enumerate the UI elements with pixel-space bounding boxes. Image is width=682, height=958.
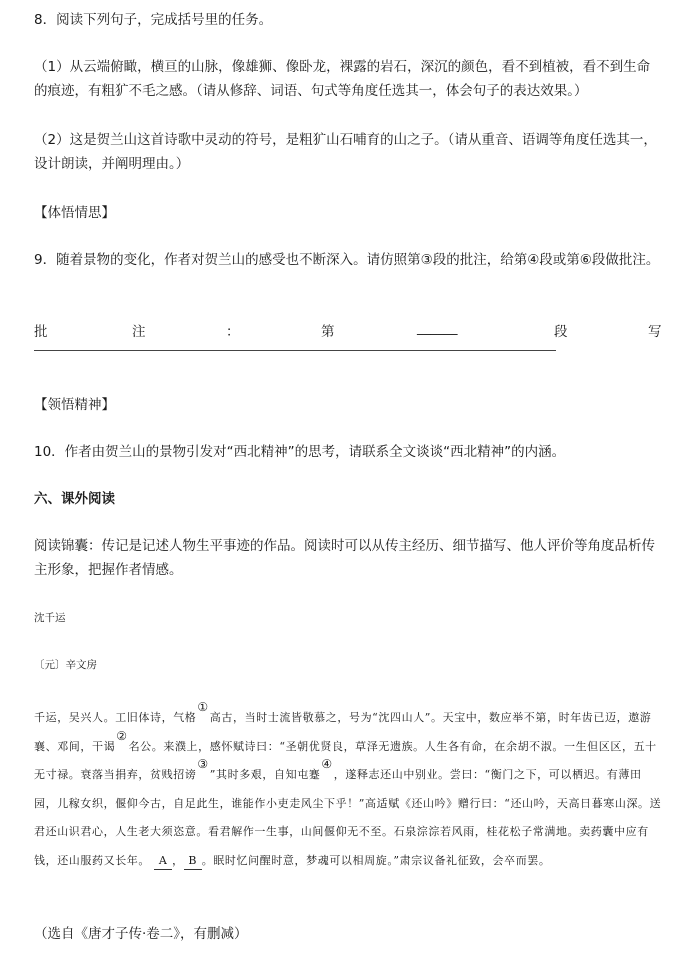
passage-title: 沈千运 [34, 612, 66, 624]
q8-part1: （1）从云端俯瞰，横亘的山脉，像雄狮、像卧龙，裸露的岩石，深沉的颜色，看不到植被，看不到生命的痕迹，有粗犷不毛之感。（请从修辞、词语、句式等角度任选其一，体会句子的表达效果。） [34, 59, 651, 99]
passage-author: 〔元〕辛文房 [34, 659, 97, 671]
answer-line[interactable] [34, 350, 556, 351]
q8-title: 8．阅读下列句子，完成括号里的任务。 [34, 12, 273, 28]
footnote-4: ④ [321, 757, 333, 771]
q9-text: 9．随着景物的变化，作者对贺兰山的感受也不断深入。请仿照第③段的批注，给第④段或第⑥段做批注。 [34, 252, 660, 268]
anno-char-2: 注 [132, 324, 146, 340]
source-note: （选自《唐才子传·卷二》，有删减） [34, 926, 248, 942]
passage-body: 千运，吴兴人。工旧体诗，气格①高古，当时士流皆敬慕之，号为“沈四山人”。天宝中，数应举不第，时年齿已迈，遨游襄、邓间，干谒②名公。来濮上，感怀赋诗曰：“圣朝优贤良，草泽无遗族。人生各有命，在余胡不淑。一生但区区，五十无寸禄。衰落当捐弃，贫贱招谤③”其时多艰，自知屯蹇④，遂释志还山中别业。尝曰：“衡门之下，可以栖迟。有薄田园，儿稼女织，偃仰今古，自足此生，谁能作小吏走风尘下乎！”高适赋《还山吟》赠行曰：“还山吟，天高日暮寒山深。送君还山识君心，人生老大须恣意。看君解作一生事，山间偃仰无不至。石泉淙淙若风雨，桂花松子常满地。卖药囊中应有钱，还山服药又长年。 A ， B 。眠时忆问醒时意，梦魂可以相周旋。”肃宗议备礼征致，会卒而罢。 [34, 704, 662, 875]
anno-char-3: ： [226, 324, 240, 340]
anno-blank[interactable]: ______ [417, 320, 458, 336]
q8-part2: （2）这是贺兰山这首诗歌中灵动的符号，是粗犷山石哺育的山之子。（请从重音、语调等角度任选其一，设计朗读，并阐明理由。） [34, 132, 657, 172]
reading-guide: 阅读锦囊：传记是记述人物生平事迹的作品。阅读时可以从传主经历、细节描写、他人评价等角度品析传主形象，把握作者情感。 [34, 538, 655, 578]
q10-text: 10．作者由贺兰山的景物引发对“西北精神”的思考，请联系全文谈谈“西北精神”的内涵。 [34, 444, 566, 460]
anno-char-5: 段 [554, 324, 568, 340]
footnote-3: ③ [197, 757, 209, 771]
blank-a[interactable]: A [154, 853, 172, 870]
blank-b[interactable]: B [184, 853, 202, 870]
anno-char-6: 写 [648, 324, 662, 340]
section-heading-tiwu: 【体悟情思】 [34, 205, 115, 221]
section-heading-linwu: 【领悟精神】 [34, 397, 115, 413]
part6-heading: 六、课外阅读 [34, 491, 115, 507]
footnote-2: ② [116, 728, 128, 743]
anno-char-1: 批 [34, 324, 48, 340]
anno-char-4: 第 [321, 324, 335, 340]
q9-annotation-line [34, 320, 662, 344]
footnote-1: ① [197, 700, 209, 714]
